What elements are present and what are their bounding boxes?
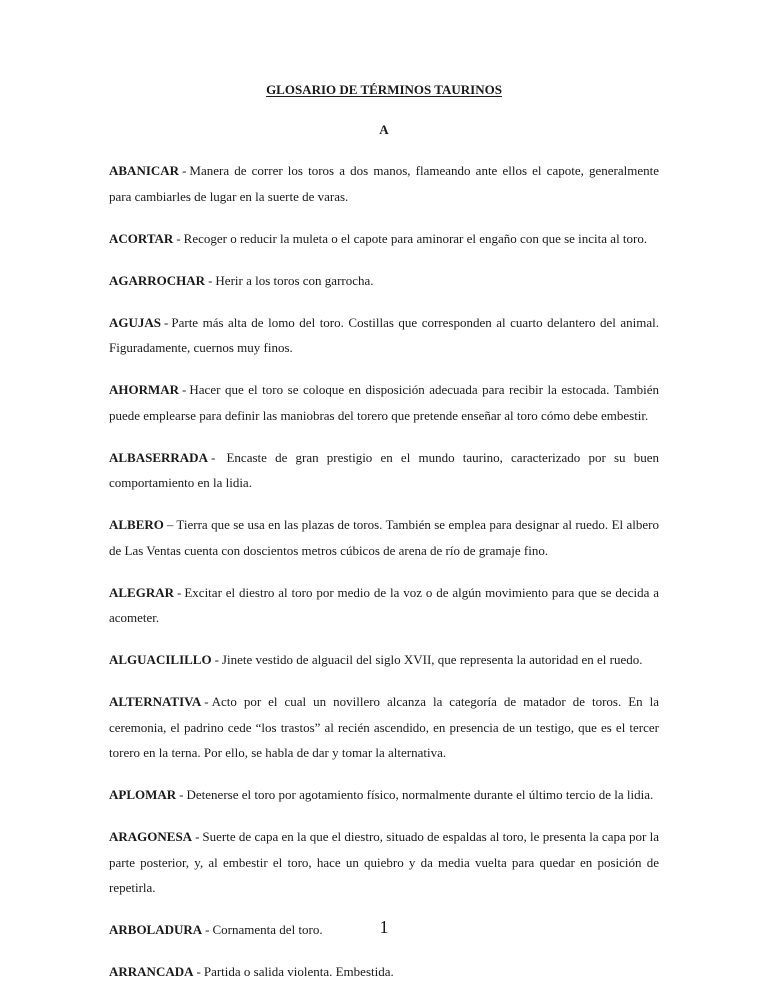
glossary-entry [109,782,659,808]
entry-separator: - [164,314,169,330]
entry-definition: Suerte de capa en la que el diestro, situado de espaldas al toro, le presenta la capa por la parte posterior, y, al embestir el toro, hace un quiebro y da media vuelta para quedar en posición de repetirla. [109,829,659,895]
page-number: 1 [379,917,389,937]
entry-separator: - [196,964,201,979]
glossary-entry [109,377,659,428]
entry-term: ACORTAR [109,230,174,246]
entry-term: ALEGRAR [109,584,175,600]
entry-definition: Encaste de gran prestigio en el mundo taurino, caracterizado por su buen comportamiento en la lidia. [109,449,659,490]
glossary-entry [109,824,659,901]
glossary-entry [109,310,659,361]
entry-term: APLOMAR [109,787,177,802]
entry-term: ARRANCADA [109,964,194,979]
entry-definition: Excitar el diestro al toro por medio de la voz o de algún movimiento para que se decida a acometer. [109,584,659,625]
entry-separator: - [182,163,187,178]
entry-separator: - [208,272,213,288]
entry-definition: Hacer que el toro se coloque en disposición adecuada para recibir la estocada. También puede emplearse para definir las maniobras del torero que pretende enseñar al toro cómo debe embestir. [109,382,659,423]
glossary-entry [109,158,659,209]
entry-definition: Acto por el cual un novillero alcanza la categoría de matador de toros. En la ceremonia, el padrino cede “los trastos” al recién ascendido, en presencia de un testigo, que es el tercer torero en la terna. Por ello, se habla de dar y tomar la alternativa. [109,694,659,760]
glossary-entry [109,226,659,252]
entry-definition: Detenerse el toro por agotamiento físico, normalmente durante el último tercio de la lidia. [186,787,654,802]
entry-term: ABANICAR [109,163,180,178]
entry-separator: - [205,922,210,937]
entry-separator: - [210,449,216,465]
entry-separator: - [204,694,209,709]
entry-term: AHORMAR [109,382,180,397]
entry-term: AGARROCHAR [109,272,206,288]
glossary-entries [109,158,659,1001]
entry-definition: Cornamenta del toro. [212,922,323,937]
glossary-entry [109,512,659,563]
entry-definition: Recoger o reducir la muleta o el capote para aminorar el engaño con que se incita al toro. [183,230,648,246]
glossary-entry [109,959,659,985]
glossary-entry [109,647,659,673]
entry-separator: - [195,829,200,844]
entry-definition: Jinete vestido de alguacil del siglo XVII, que representa la autoridad en el ruedo. [221,652,643,667]
entry-term: ALGUACILILLO [109,652,212,667]
entry-term: ALBASERRADA [109,449,208,465]
entry-separator: - [179,787,184,802]
entry-definition: Herir a los toros con garrocha. [215,272,374,288]
glossary-entry [109,445,659,496]
entry-term: ALBERO [109,517,164,532]
entry-term: AGUJAS [109,314,162,330]
glossary-entry [109,268,659,294]
entry-term: ARBOLADURA [109,922,203,937]
entry-definition: Manera de correr los toros a dos manos, flameando ante ellos el capote, generalmente para cambiarles de lugar en la suerte de varas. [109,163,659,204]
entry-separator: - [214,652,219,667]
entry-term: ALTERNATIVA [109,694,202,709]
entry-separator: - [177,584,182,600]
entry-term: ARAGONESA [109,829,193,844]
entry-separator: – [166,517,174,532]
document-title: GLOSARIO DE TÉRMINOS TAURINOS [266,82,502,97]
entry-separator: - [176,230,181,246]
entry-separator: - [182,382,187,397]
entry-definition: Parte más alta de lomo del toro. Costillas que corresponden al cuarto delantero del animal. Figuradamente, cuernos muy finos. [109,314,659,355]
entry-definition: Partida o salida violenta. Embestida. [203,964,394,979]
entry-definition: Tierra que se usa en las plazas de toros. También se emplea para designar al ruedo. El albero de Las Ventas cuenta con doscientos metros cúbicos de arena de río de gramaje fino. [109,517,659,558]
glossary-entry [109,689,659,766]
section-letter: A [379,122,389,137]
glossary-entry [109,580,659,631]
